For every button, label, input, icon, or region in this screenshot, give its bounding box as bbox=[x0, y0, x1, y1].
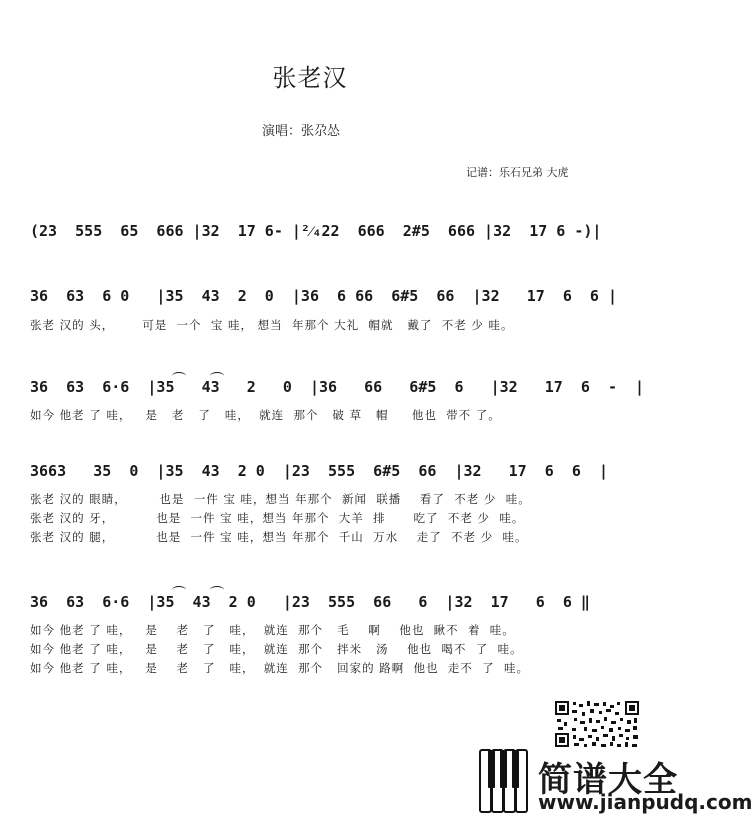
watermark-url: www.jianpudq.com bbox=[538, 790, 752, 814]
notation-row-5: 36 63 6·6 |35 43 2 0 |23 555 66 6 |32 17 6 6 ‖ bbox=[30, 593, 590, 611]
notation-row-1: (23 555 65 666 |32 17 6- |²⁄₄22 666 2#5 666 |32 17 6 -)| bbox=[30, 222, 602, 240]
piano-logo-icon bbox=[478, 748, 530, 814]
lyric-line: 如今 他老 了 哇， 是 老 了 哇， 就连 那个 破 草 帽 他也 带不 了。 bbox=[30, 408, 501, 422]
song-title: 张老汉 bbox=[272, 64, 348, 92]
slur-mark bbox=[172, 372, 186, 380]
lyric-line: 如今 他老 了 哇， 是 老 了 哇， 就连 那个 拌米 汤 他也 喝不 了 哇。 bbox=[30, 642, 523, 656]
slur-mark bbox=[210, 372, 224, 380]
lyric-line: 张老 汉的 眼睛， 也是 一件 宝 哇，想当 年那个 新闻 联播 看了 不老 少 哇。 bbox=[30, 492, 531, 506]
lyric-line: 张老 汉的 牙， 也是 一件 宝 哇，想当 年那个 大羊 排 吃了 不老 少 哇。 bbox=[30, 511, 525, 525]
slur-mark bbox=[172, 586, 186, 594]
notation-row-3: 36 63 6·6 |35 43 2 0 |36 66 6#5 6 |32 17 6 - | bbox=[30, 378, 645, 396]
notation-row-2: 36 63 6 0 |35 43 2 0 |36 6 66 6#5 66 |32 17 6 6 | bbox=[30, 287, 617, 305]
performer-credit: 演唱：张尕怂 bbox=[262, 124, 341, 139]
transcriber-credit: 记谱：乐石兄弟 大虎 bbox=[466, 166, 569, 179]
lyric-line: 如今 他老 了 哇， 是 老 了 哇， 就连 那个 毛 啊 他也 瞅不 着 哇。 bbox=[30, 623, 515, 637]
lyric-line: 如今 他老 了 哇， 是 老 了 哇， 就连 那个 回家的 路啊 他也 走不 了 哇。 bbox=[30, 661, 529, 675]
slur-mark bbox=[210, 586, 224, 594]
qr-code-icon bbox=[554, 700, 640, 748]
watermark-brand: 简谱大全 bbox=[538, 760, 678, 800]
notation-row-4: 3663 35 0 |35 43 2 0 |23 555 6#5 66 |32 17 6 6 | bbox=[30, 462, 608, 480]
lyric-line: 张老 汉的 头， 可是 一个 宝 哇， 想当 年那个 大礼 帽就 戴了 不老 少 哇。 bbox=[30, 318, 514, 332]
lyric-line: 张老 汉的 腿， 也是 一件 宝 哇，想当 年那个 千山 万水 走了 不老 少 哇。 bbox=[30, 530, 528, 544]
